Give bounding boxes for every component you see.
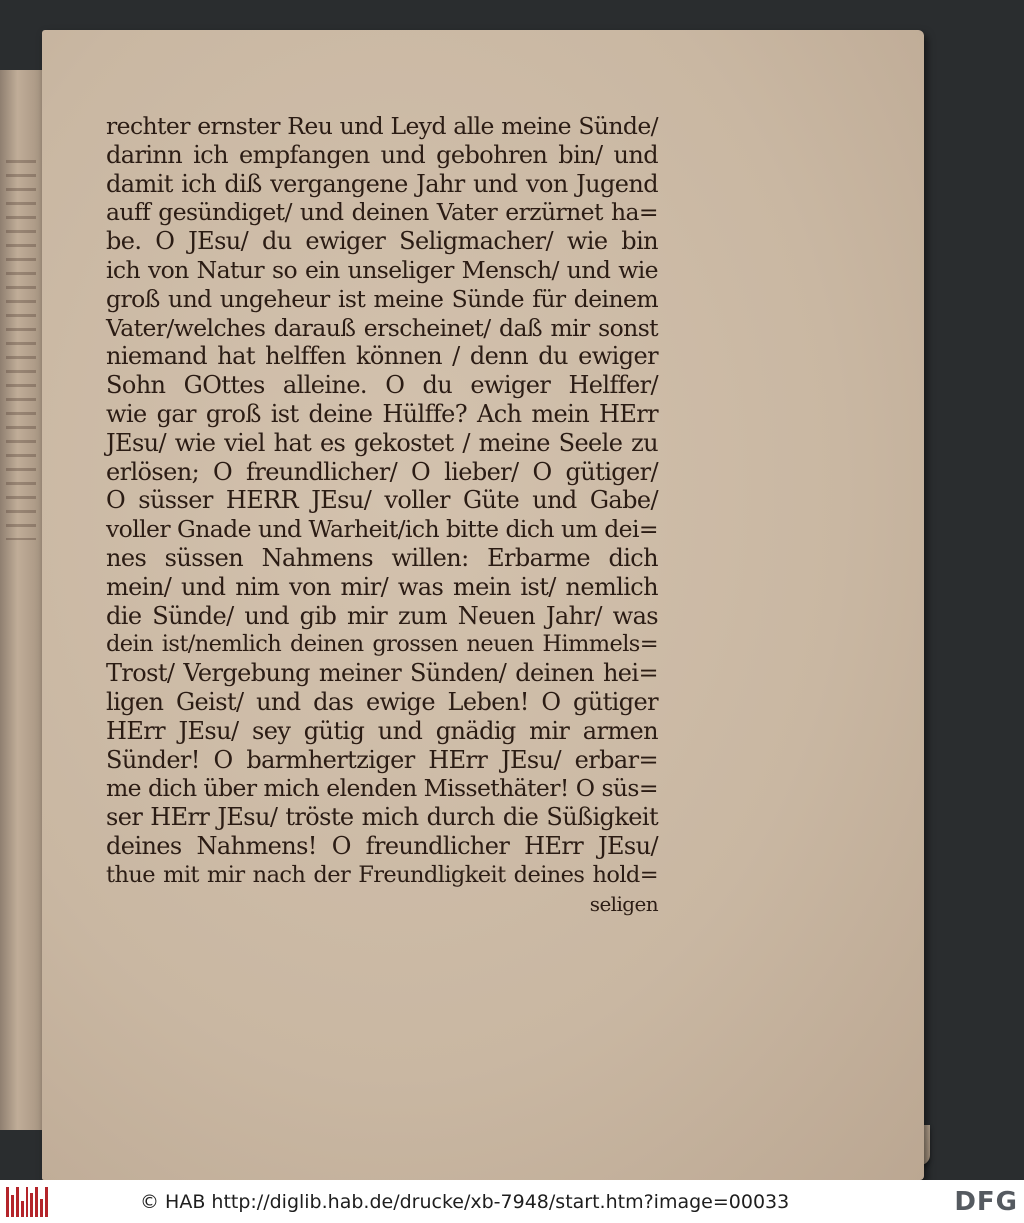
- footer-bar: [0, 1180, 1024, 1223]
- text-line: wie gar groß ist deine Hülffe? Ach mein HErr: [106, 399, 658, 428]
- text-line: niemand hat helffen können / denn du ewiger: [106, 342, 658, 371]
- text-line: groß und ungeheur ist meine Sünde für deinem: [106, 284, 658, 313]
- catchword: seligen: [589, 891, 658, 916]
- text-line: HErr JEsu/ sey gütig und gnädig mir armen: [106, 716, 658, 745]
- text-line: damit ich diß vergangene Jahr und von Jugend: [106, 169, 658, 198]
- text-line: rechter ernster Reu und Leyd alle meine Sünde/: [106, 112, 658, 140]
- text-line: JEsu/ wie viel hat es gekostet / meine Seele zu: [106, 428, 658, 457]
- text-line: dein ist/nemlich deinen grossen neuen Himmels=: [106, 631, 658, 658]
- text-line: erlösen; O freundlicher/ O lieber/ O gütiger/: [106, 457, 658, 486]
- text-line: Sünder! O barmhertziger HErr JEsu/ erbar=: [106, 745, 658, 774]
- previous-page-text-bleed: [6, 160, 36, 540]
- text-line: auff gesündiget/ und deinen Vater erzürnet ha=: [106, 198, 658, 227]
- text-line: Trost/ Vergebung meiner Sünden/ deinen hei=: [106, 659, 658, 688]
- text-line: ser HErr JEsu/ tröste mich durch die Süßigkeit: [106, 803, 658, 832]
- text-line: die Sünde/ und gib mir zum Neuen Jahr/ was: [106, 601, 658, 630]
- text-line: Vater/welches darauß erscheinet/ daß mir sonst: [106, 313, 658, 342]
- text-line: voller Gnade und Warheit/ich bitte dich um dei=: [106, 515, 658, 544]
- dfg-logo: DFG: [954, 1187, 1018, 1217]
- text-line: be. O JEsu/ du ewiger Seligmacher/ wie bin: [106, 227, 658, 256]
- text-line: me dich über mich elenden Missethäter! O süs=: [106, 774, 658, 803]
- page-text: [106, 112, 658, 918]
- text-line: Sohn GOttes alleine. O du ewiger Helffer/: [106, 371, 658, 400]
- previous-page-edge: [0, 70, 46, 1130]
- text-line: deines Nahmens! O freundlicher HErr JEsu/: [106, 831, 658, 860]
- text-line: O süsser HERR JEsu/ voller Güte und Gabe/: [106, 486, 658, 515]
- text-line: thue mit mir nach der Freundligkeit deines hold=: [106, 861, 658, 888]
- text-line: ligen Geist/ und das ewige Leben! O gütiger: [106, 687, 658, 716]
- text-line: darinn ich empfangen und gebohren bin/ und: [106, 140, 658, 169]
- citation-link[interactable]: © HAB http://diglib.hab.de/drucke/xb-7948/start.htm?image=00033: [140, 1190, 790, 1213]
- text-line: ich von Natur so ein unseliger Mensch/ und wie: [106, 255, 658, 284]
- text-line: mein/ und nim von mir/ was mein ist/ nemlich: [106, 572, 658, 601]
- text-line: nes süssen Nahmens willen: Erbarme dich: [106, 543, 658, 572]
- hab-barcode-logo-icon: [6, 1187, 48, 1217]
